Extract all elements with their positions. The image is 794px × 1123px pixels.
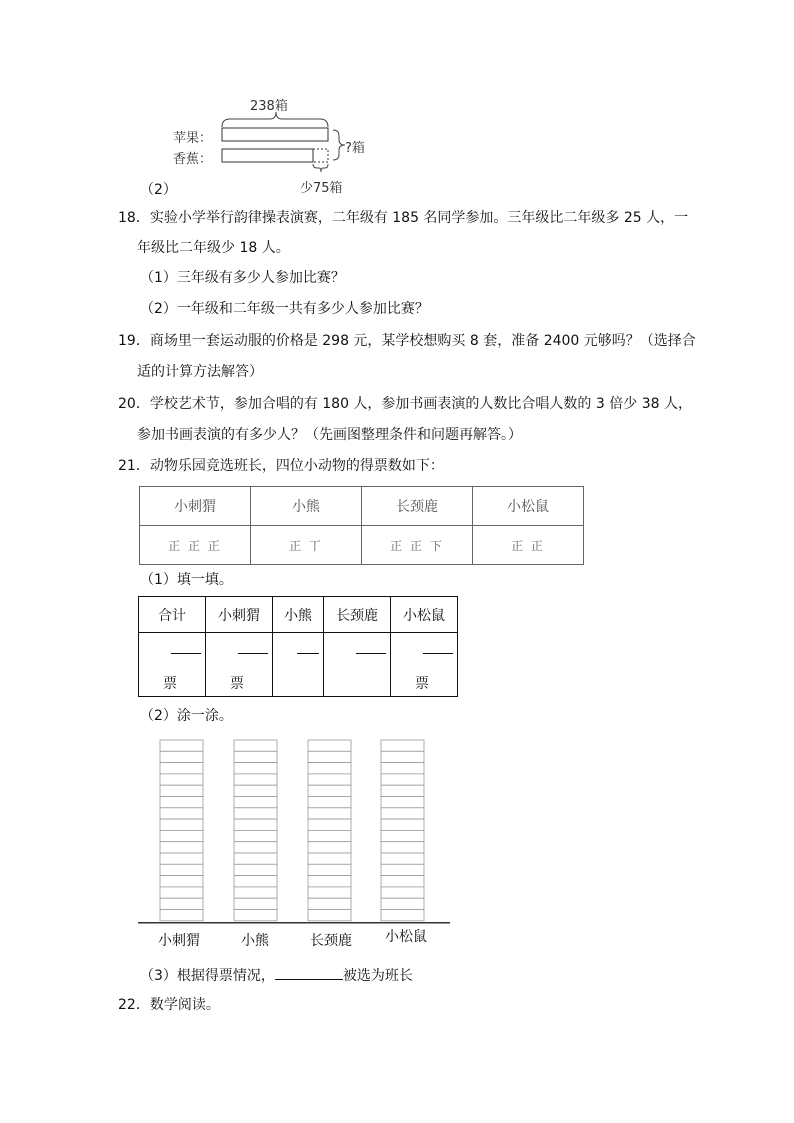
tally-cell: 正 正 正 xyxy=(140,526,251,565)
fill-header: 小熊 xyxy=(273,597,324,633)
grid-cell[interactable] xyxy=(234,751,277,762)
grid-cell[interactable] xyxy=(381,898,424,909)
q21-sub1: （1）填一填。 xyxy=(140,572,233,588)
grid-cell[interactable] xyxy=(308,864,351,875)
diagram-bottom-label: 少75箱 xyxy=(300,181,343,196)
tally-header: 小刺猬 xyxy=(140,487,251,526)
grid-cell[interactable] xyxy=(234,910,277,921)
q21-sub3-suffix: 被选为班长 xyxy=(342,968,413,984)
fill-cell-hedgehog[interactable] xyxy=(206,633,273,697)
grid-cell[interactable] xyxy=(234,740,277,751)
grid-cell[interactable] xyxy=(381,887,424,898)
grid-label: 小松鼠 xyxy=(385,929,427,945)
tally-cell: 正 正 下 xyxy=(362,526,473,565)
grid-cell[interactable] xyxy=(160,864,203,875)
q21-sub2: （2）涂一涂。 xyxy=(140,708,233,724)
fill-cell-bear[interactable] xyxy=(273,633,324,697)
grid-cell[interactable] xyxy=(381,774,424,785)
vote-fill-table xyxy=(138,596,458,697)
grid-cell[interactable] xyxy=(308,898,351,909)
grid-cell[interactable] xyxy=(234,876,277,887)
grid-cell[interactable] xyxy=(234,853,277,864)
apple-bar xyxy=(222,128,328,141)
q21-sub3 xyxy=(140,965,413,986)
q21-line1: 21．动物乐园竞选班长，四位小动物的得票数如下： xyxy=(118,458,444,474)
grid-label: 小刺猬 xyxy=(158,933,200,949)
tally-header: 小松鼠 xyxy=(473,487,584,526)
diagram-part-label: （2） xyxy=(140,182,177,198)
grid-cell[interactable] xyxy=(308,853,351,864)
grid-cell[interactable] xyxy=(308,785,351,796)
tally-cell: 正 正 xyxy=(473,526,584,565)
grid-cell[interactable] xyxy=(234,808,277,819)
q18-line1: 18．实验小学举行韵律操表演赛，二年级有 185 名同学参加。三年级比二年级多 25 人，一 xyxy=(118,210,689,226)
grid-cell[interactable] xyxy=(381,853,424,864)
fill-header: 长颈鹿 xyxy=(324,597,391,633)
table-row xyxy=(139,633,458,697)
grid-cell[interactable] xyxy=(160,853,203,864)
unit-label: 票 xyxy=(163,676,177,692)
diagram-right-label: ?箱 xyxy=(345,141,365,156)
grid-cell[interactable] xyxy=(308,808,351,819)
tally-cell: 正 丅 xyxy=(251,526,362,565)
q19-line2: 适的计算方法解答） xyxy=(137,364,263,380)
answer-blank[interactable] xyxy=(356,653,386,654)
vote-tally-table xyxy=(139,486,584,565)
fill-cell-giraffe[interactable] xyxy=(324,633,391,697)
grid-cell[interactable] xyxy=(160,774,203,785)
grid-cell[interactable] xyxy=(234,864,277,875)
grid-cell[interactable] xyxy=(160,887,203,898)
grid-cell[interactable] xyxy=(381,864,424,875)
top-brace xyxy=(222,112,328,127)
bottom-brace xyxy=(313,164,328,172)
grid-cell[interactable] xyxy=(160,898,203,909)
grid-cell[interactable] xyxy=(234,774,277,785)
grid-cell[interactable] xyxy=(160,842,203,853)
unit-label: 票 xyxy=(230,676,244,692)
unit-label: 票 xyxy=(415,676,429,692)
grid-cell[interactable] xyxy=(308,887,351,898)
grid-label: 长颈鹿 xyxy=(310,933,352,949)
grid-cell[interactable] xyxy=(234,830,277,841)
grid-cell[interactable] xyxy=(160,819,203,830)
tally-header: 小熊 xyxy=(251,487,362,526)
grid-cell[interactable] xyxy=(381,763,424,774)
banana-bar xyxy=(222,149,313,162)
grid-cell[interactable] xyxy=(160,763,203,774)
grid-cell[interactable] xyxy=(160,740,203,751)
grid-cell[interactable] xyxy=(234,763,277,774)
grid-cell[interactable] xyxy=(160,751,203,762)
grid-cell[interactable] xyxy=(160,830,203,841)
tally-header: 长颈鹿 xyxy=(362,487,473,526)
fill-cell-squirrel[interactable] xyxy=(391,633,458,697)
diagram-apple-label: 苹果： xyxy=(173,131,213,146)
grid-cell[interactable] xyxy=(308,910,351,921)
grid-cell[interactable] xyxy=(160,785,203,796)
grid-label: 小熊 xyxy=(241,933,269,949)
grid-cell[interactable] xyxy=(308,763,351,774)
table-row xyxy=(140,526,584,565)
grid-cell[interactable] xyxy=(160,910,203,921)
grid-cell[interactable] xyxy=(160,876,203,887)
q18-sub1: （1）三年级有多少人参加比赛？ xyxy=(140,270,345,286)
grid-cell[interactable] xyxy=(381,751,424,762)
grid-cell[interactable] xyxy=(308,830,351,841)
fill-cell-total[interactable] xyxy=(139,633,206,697)
answer-blank[interactable] xyxy=(423,653,453,654)
q22-line1: 22．数学阅读。 xyxy=(118,997,220,1013)
grid-cell[interactable] xyxy=(381,910,424,921)
fill-header: 小刺猬 xyxy=(206,597,273,633)
grid-cell[interactable] xyxy=(308,740,351,751)
q18-line2: 年级比二年级少 18 人。 xyxy=(137,240,290,256)
grid-cell[interactable] xyxy=(308,876,351,887)
answer-blank[interactable] xyxy=(275,965,343,980)
q20-line1: 20．学校艺术节，参加合唱的有 180 人，参加书画表演的人数比合唱人数的 3 倍少 38 人， xyxy=(118,396,692,412)
answer-blank[interactable] xyxy=(171,653,201,654)
grid-cell[interactable] xyxy=(308,797,351,808)
table-row xyxy=(140,487,584,526)
diagram-top-label: 238箱 xyxy=(250,99,288,114)
grid-cell[interactable] xyxy=(308,842,351,853)
table-row xyxy=(139,597,458,633)
fill-header: 小松鼠 xyxy=(391,597,458,633)
q18-sub2: （2）一年级和二年级一共有多少人参加比赛？ xyxy=(140,301,429,317)
grid-cell[interactable] xyxy=(234,797,277,808)
q21-sub3-prefix: （3）根据得票情况， xyxy=(140,968,275,984)
grid-cell[interactable] xyxy=(234,898,277,909)
q20-line2: 参加书画表演的有多少人？（先画图整理条件和问题再解答。） xyxy=(137,427,522,443)
grid-cell[interactable] xyxy=(381,797,424,808)
grid-cell[interactable] xyxy=(381,876,424,887)
grid-cell[interactable] xyxy=(381,819,424,830)
grid-cell[interactable] xyxy=(308,751,351,762)
fill-header: 合计 xyxy=(139,597,206,633)
answer-blank[interactable] xyxy=(238,653,268,654)
grid-cell[interactable] xyxy=(234,842,277,853)
grid-cell[interactable] xyxy=(160,808,203,819)
grid-cell[interactable] xyxy=(308,819,351,830)
grid-cell[interactable] xyxy=(234,819,277,830)
grid-cell[interactable] xyxy=(234,887,277,898)
grid-cell[interactable] xyxy=(308,774,351,785)
right-brace xyxy=(333,130,345,160)
grid-cell[interactable] xyxy=(381,830,424,841)
grid-cell[interactable] xyxy=(160,797,203,808)
banana-dashed-part xyxy=(313,149,328,162)
grid-cell[interactable] xyxy=(381,740,424,751)
grid-cell[interactable] xyxy=(381,842,424,853)
vote-coloring-grid[interactable] xyxy=(138,734,458,934)
grid-cell[interactable] xyxy=(234,785,277,796)
grid-cell[interactable] xyxy=(381,785,424,796)
diagram-banana-label: 香蕉： xyxy=(173,152,213,167)
answer-blank[interactable] xyxy=(297,653,319,654)
q19-line1: 19．商场里一套运动服的价格是 298 元，某学校想购买 8 套，准备 2400 元够吗？（选择合 xyxy=(118,333,696,349)
grid-cell[interactable] xyxy=(381,808,424,819)
